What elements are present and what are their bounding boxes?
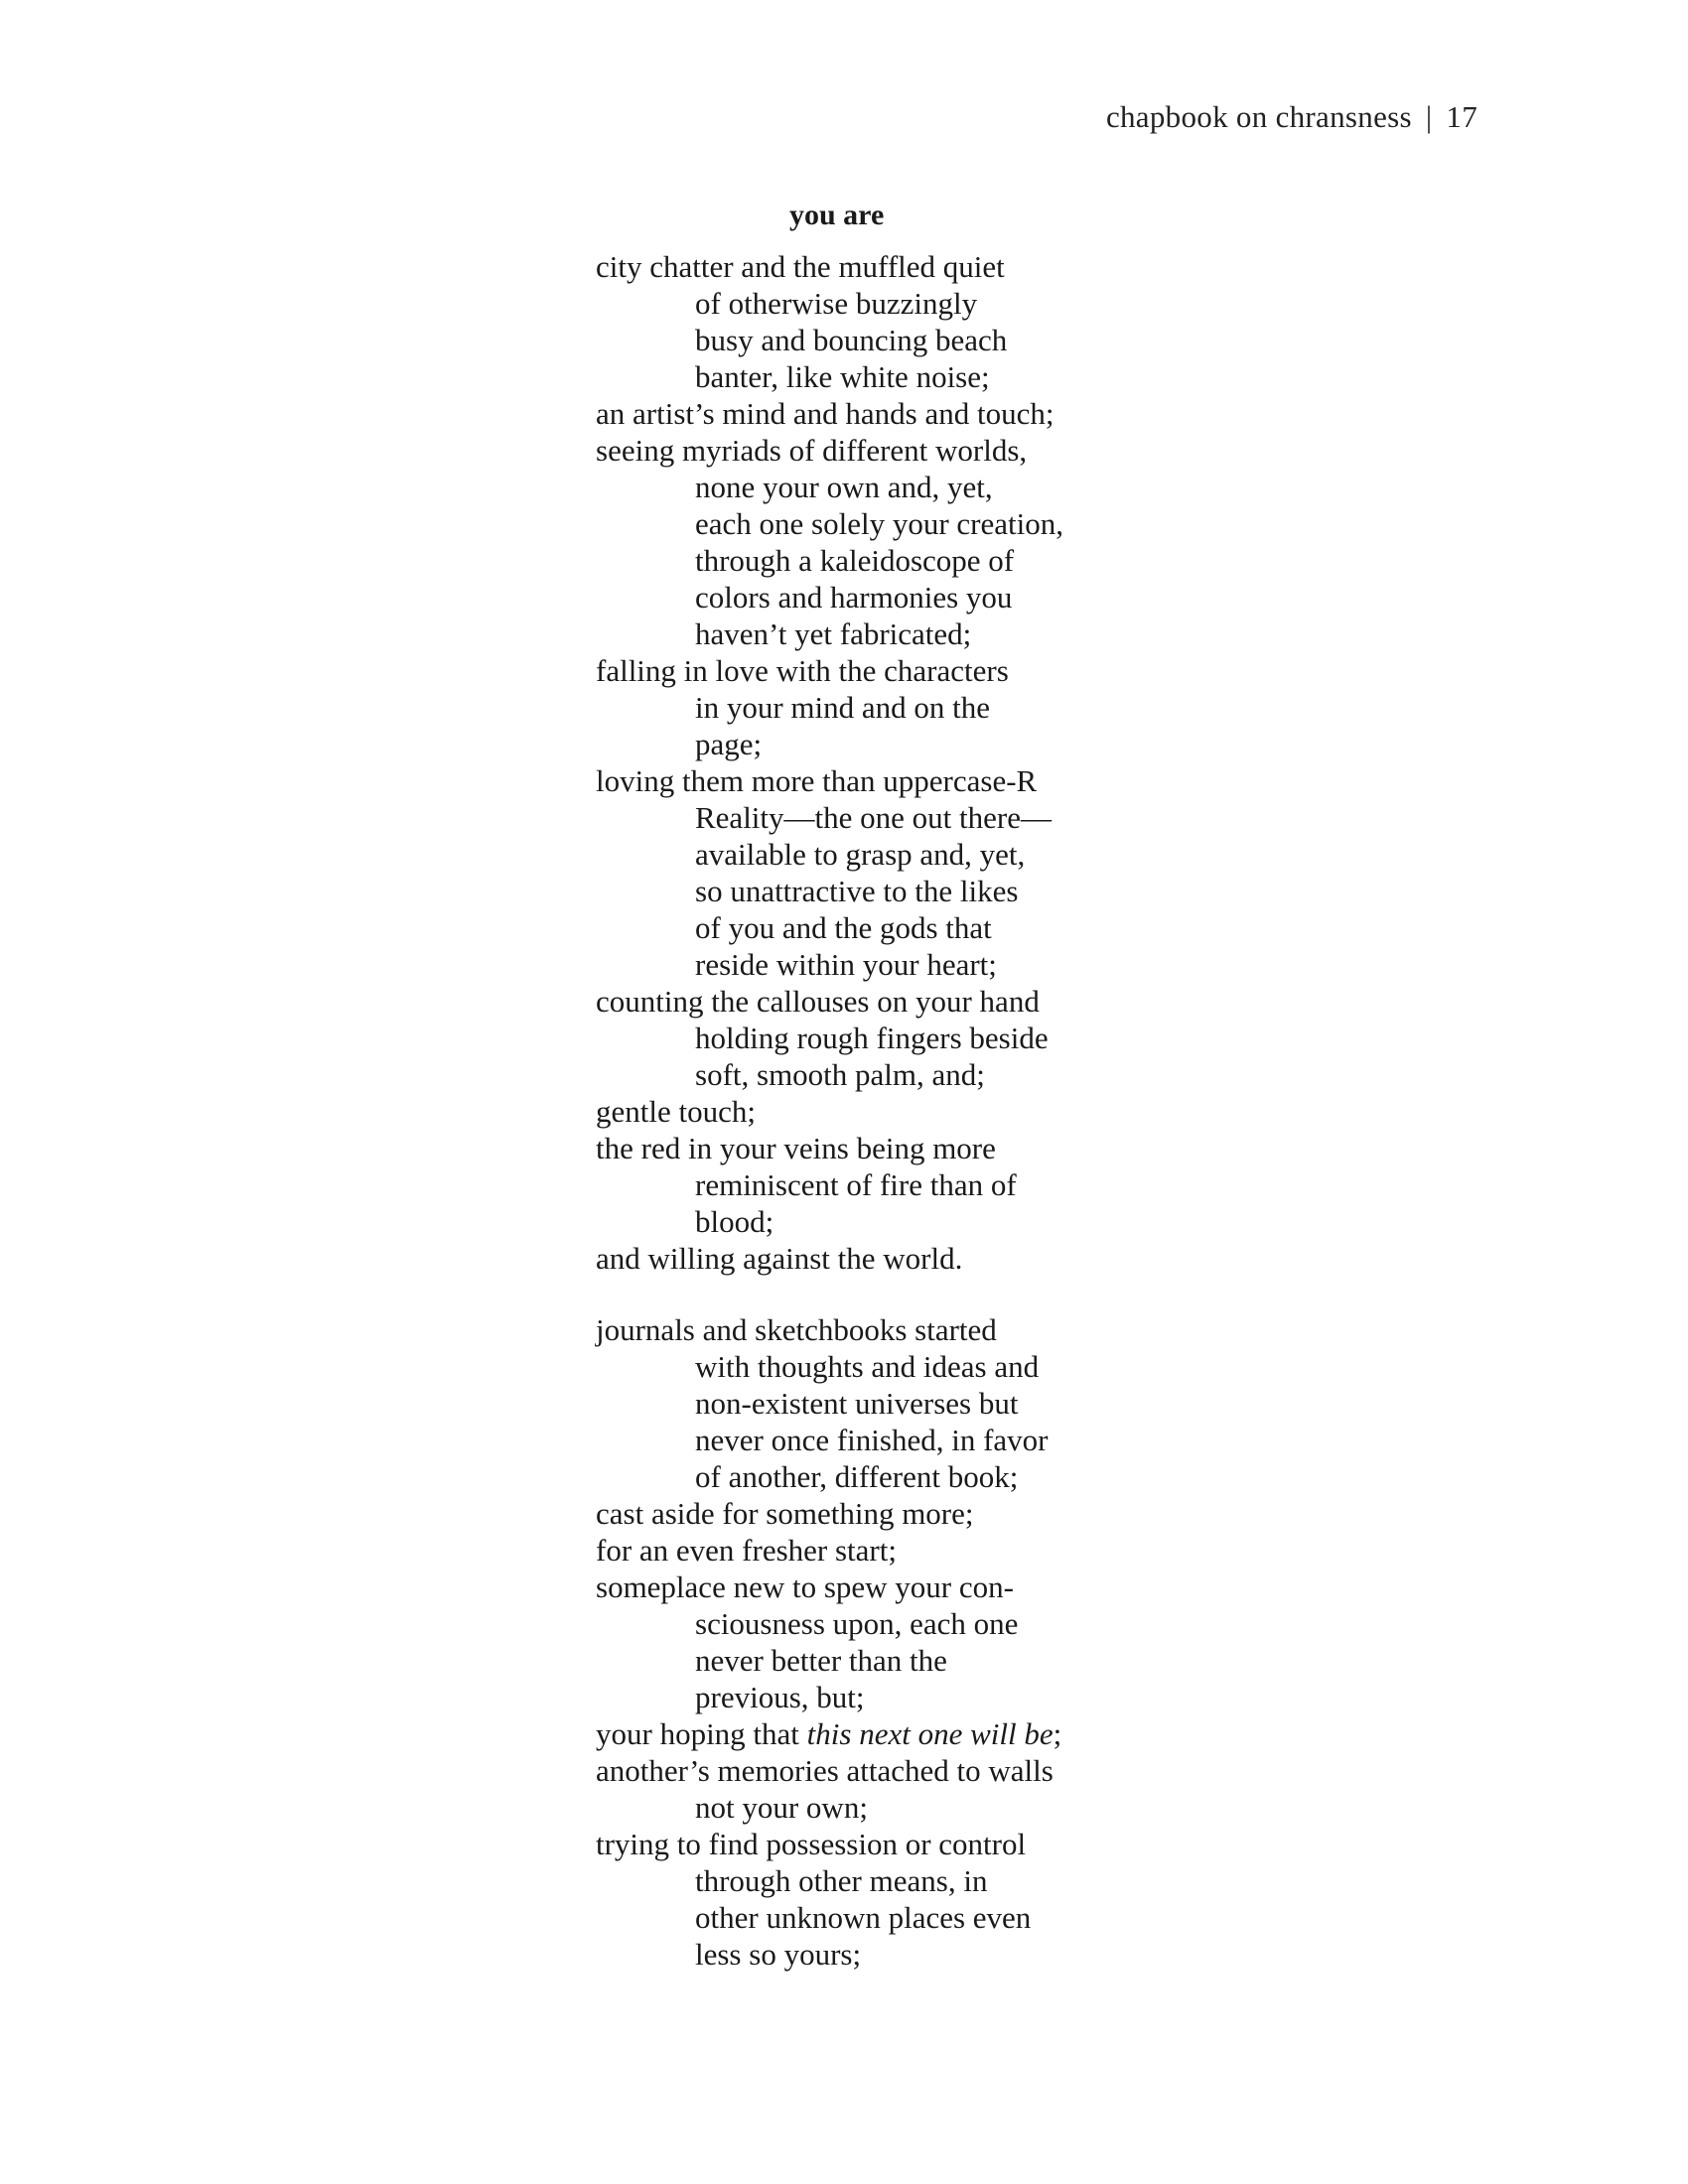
poem-line-text: your hoping that [596,1716,807,1751]
poem-body [596,248,1063,1973]
poem-line [596,1715,1063,1752]
poem-line: haven’t yet fabricated; [695,616,972,651]
poem-line: with thoughts and ideas and [695,1349,1040,1384]
poem-line: colors and harmonies you [695,580,1013,614]
poem-line: through other means, in [695,1863,988,1898]
poem-line: for an even fresher start; [596,1533,897,1568]
poem-line: never once finished, in favor [695,1423,1049,1457]
poem-line: gentle touch; [596,1094,756,1129]
poem-line-italic: this next one will be [806,1716,1054,1751]
poem-line: of you and the gods that [695,910,992,945]
poem-line: another’s memories attached to walls [596,1753,1054,1788]
poem-line: journals and sketchbooks started [596,1312,997,1347]
poem-line: not your own; [695,1790,868,1825]
running-header [1106,99,1477,135]
poem-line: an artist’s mind and hands and touch; [596,396,1055,431]
poem-line: the red in your veins being more [596,1131,996,1165]
poem-line: blood; [695,1204,774,1239]
poem-line: of otherwise buzzingly [695,286,978,321]
poem-line: in your mind and on the [695,690,991,725]
poem-line: sciousness upon, each one [695,1606,1019,1641]
poem-line: seeing myriads of different worlds, [596,433,1028,468]
header-separator: | [1425,99,1433,134]
poem-line: reside within your heart; [695,947,997,982]
poem-line: less so yours; [695,1937,862,1972]
poem-line: busy and bouncing beach [695,323,1008,357]
poem-line: city chatter and the muffled quiet [596,249,1005,284]
poem-line: loving them more than uppercase-R [596,763,1038,798]
poem-line: previous, but; [695,1680,865,1714]
poem-line: other unknown places even [695,1900,1032,1935]
poem-line: of another, different book; [695,1459,1019,1494]
poem-line: banter, like white noise; [695,359,990,394]
poem-line: each one solely your creation, [695,506,1063,541]
poem-line: so unattractive to the likes [695,874,1019,908]
poem-line: Reality—the one out there— [695,800,1052,835]
page-number: 17 [1446,99,1477,134]
poem-line: someplace new to spew your con- [596,1570,1014,1604]
book-title: chapbook on chransness [1105,99,1412,134]
poem-line: page; [695,727,763,761]
poem-line: trying to find possession or control [596,1827,1027,1861]
poem-line: counting the callouses on your hand [596,984,1040,1019]
poem-line: and willing against the world. [596,1241,963,1276]
poem-line: non-existent universes but [695,1386,1019,1421]
stanza-break [596,1277,1063,1311]
poem-line: falling in love with the characters [596,653,1009,688]
poem-line: available to grasp and, yet, [695,837,1026,872]
poem-line: reminiscent of fire than of [695,1167,1017,1202]
poem-title: you are [789,199,885,231]
poem-line: through a kaleidoscope of [695,543,1015,578]
poem-line: holding rough fingers beside [695,1021,1049,1055]
poem-line-text: ; [1053,1716,1062,1751]
poem-line: none your own and, yet, [695,470,993,504]
poem-line: soft, smooth palm, and; [695,1057,985,1092]
poem-line: never better than the [695,1643,947,1678]
poem-line: cast aside for something more; [596,1496,974,1531]
